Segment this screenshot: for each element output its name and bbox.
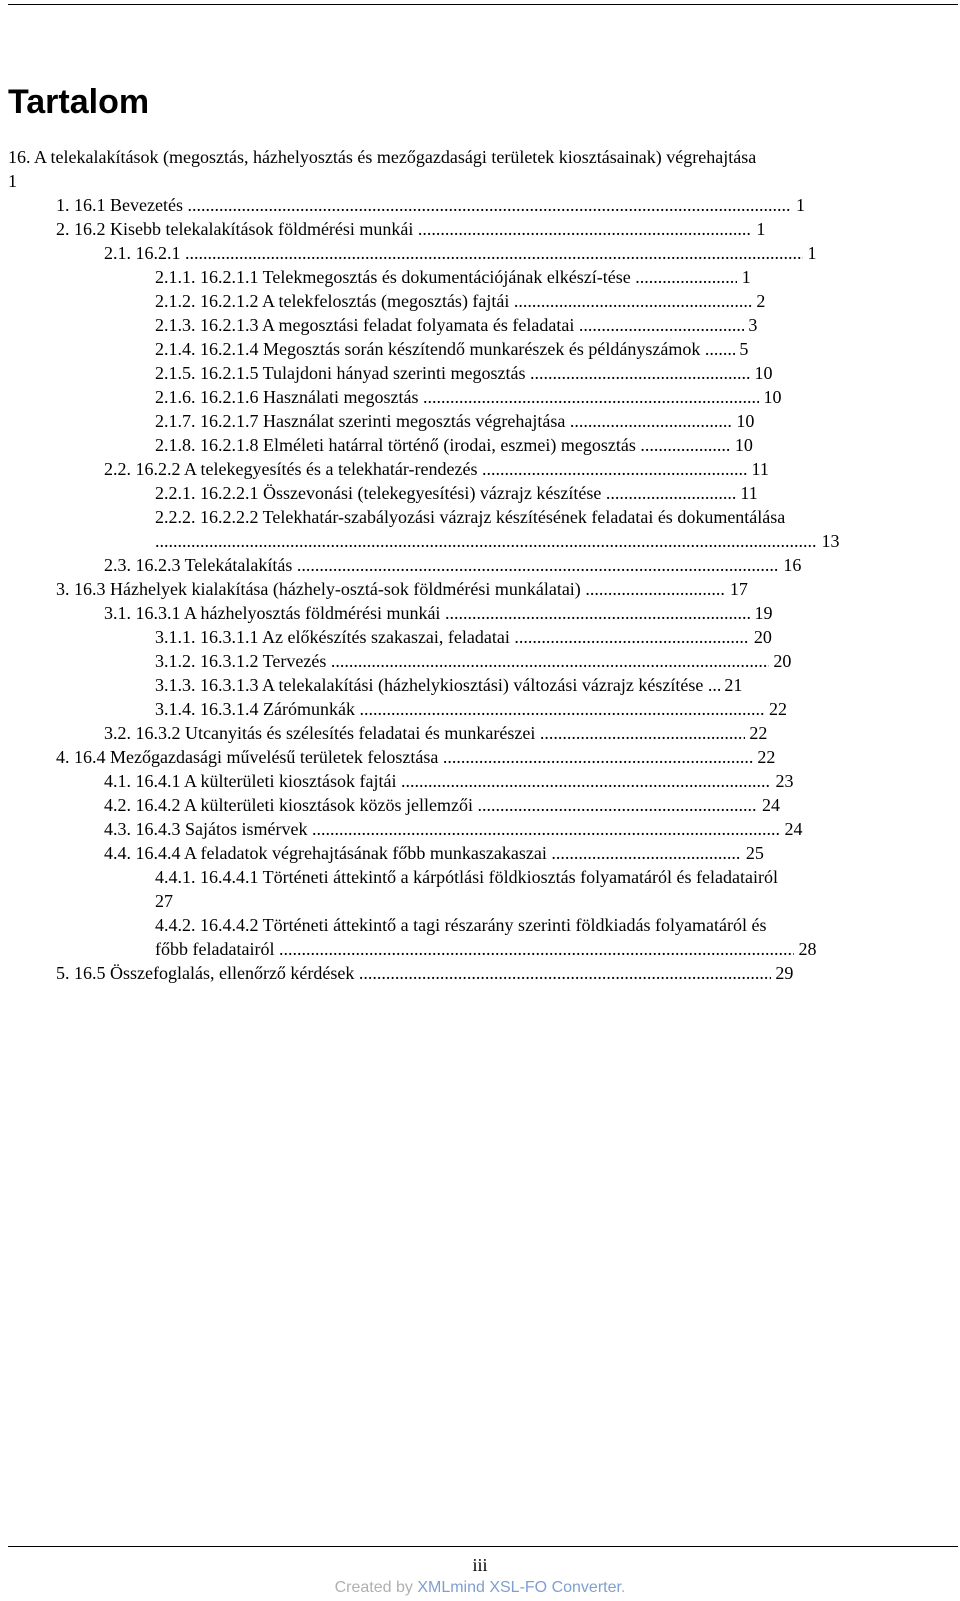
toc-entry-page: 24 [784,819,803,839]
toc-entry-number: 3. [56,579,70,599]
toc-leader [445,601,750,625]
toc-entry-number: 1. [56,195,70,215]
toc-entry-page: 17 [729,579,748,599]
toc-entry-page: 20 [773,651,792,671]
toc-entry-page: 1 [741,267,751,287]
toc-entry-page: 22 [757,747,776,767]
toc-entry-text: 16.4.4 A feladatok végrehajtásának főbb munkaszakaszai [135,843,547,863]
toc-entry-number: 4.3. [104,819,131,839]
toc-entry-text: 16.2.1 [135,243,181,263]
toc-entry-page: 1 [756,219,766,239]
toc-entry-text: 16.3.1.4 Zárómunkák [200,699,355,719]
toc-entry-number: 4.2. [104,795,131,815]
toc-entry-text: 16.4.2 A külterületi kiosztások közös jellemzői [135,795,473,815]
toc-leader [359,961,771,985]
toc-entry-text: 16.2.2 A telekegyesítés és a telekhatár-rendezés [135,459,478,479]
toc-entry-text: 16.2.2.2 Telekhatár-szabályozási vázrajz készítésének feladatai és dokumentálása [200,507,786,527]
toc-entry-page: 1 [807,243,817,263]
toc-leader [482,457,747,481]
toc-entry-number: 3.1.1. [155,627,196,647]
toc-entry-number: 2.1.1. [155,267,196,287]
toc-entry-page: 25 [745,843,764,863]
page-number: iii [472,1555,488,1575]
toc-entry-number: 2.1.4. [155,339,196,359]
toc-entry-number: 2.3. [104,555,131,575]
top-rule [8,4,958,5]
toc-leader [708,673,720,697]
toc-entry-page: 22 [749,723,768,743]
toc-entry-text: 16.4 Mezőgazdasági művelésű területek felosztása [74,747,439,767]
footer-suffix: . [620,1579,626,1596]
toc-entry-text: 16.2.1.3 A megosztási feladat folyamata és feladatai [200,315,575,335]
toc-entry-number: 2.1.6. [155,387,196,407]
toc-leader [606,481,736,505]
toc-leader [514,625,749,649]
toc-entry[interactable] [104,241,817,265]
toc-leader [312,817,780,841]
toc-entry[interactable] [155,505,785,529]
toc-entry[interactable] [155,649,791,673]
toc-entry[interactable] [155,865,778,889]
toc-entry-number: 4.4.1. [155,867,196,887]
toc-leader [185,241,803,265]
toc-leader [418,217,752,241]
page-title: Tartalom [8,83,150,121]
toc-entry-page: 3 [748,315,758,335]
toc-entry[interactable] [56,577,748,601]
toc-entry-page: 19 [754,603,773,623]
toc-entry-number: 2.2. [104,459,131,479]
toc-entry[interactable] [56,217,765,241]
toc-entry-number: 2.2.2. [155,507,196,527]
toc-entry[interactable] [155,361,772,385]
toc-entry-text: 16.3.1.3 A telekalakítási (házhelykiosztási) változási vázrajz készítése [200,675,704,695]
toc-entry-number: 4.1. [104,771,131,791]
toc-entry-text: 16.2.1.8 Elméleti határral történő (irodai, eszmei) megosztás [200,435,636,455]
toc-entry-page: 1 [8,171,17,191]
toc-entry[interactable] [155,313,757,337]
toc-leader [705,337,735,361]
toc-entry-page: 11 [740,483,758,503]
toc-entry[interactable] [104,793,780,817]
toc-entry-number: 3.1.3. [155,675,196,695]
toc-leader [279,937,794,961]
toc-entry-continuation [155,889,173,913]
toc-leader [514,289,752,313]
toc-entry-page: 10 [754,363,773,383]
toc-entry-text: 16.4.4.2 Történeti áttekintő a tagi részarány szerinti földkiadás folyamatáról és [200,915,767,935]
toc-entry-text: 16.2.1.5 Tulajdoni hányad szerinti megosztás [200,363,526,383]
toc-entry-page: 10 [734,435,753,455]
toc-entry-text: 16.1 Bevezetés [74,195,183,215]
toc-leader [551,841,741,865]
toc-entry[interactable] [155,697,787,721]
toc-entry-page: 1 [795,195,805,215]
toc-entry[interactable] [155,433,753,457]
toc-entry[interactable] [104,817,802,841]
toc-entry-text: 16.3.1.1 Az előkészítés szakaszai, feladatai [200,627,510,647]
toc-entry-16[interactable] [8,145,756,169]
toc-entry-text: 16.3 Házhelyek kialakítása (házhely-osztá-sok földmérési munkálatai) [74,579,581,599]
toc-entry-page: 16 [783,555,802,575]
toc-entry-text: 16.3.2 Utcanyitás és szélesítés feladatai és munkarészei [135,723,536,743]
toc-entry-number: 2.1.5. [155,363,196,383]
toc-entry-page: 2 [756,291,766,311]
toc-entry[interactable] [155,625,772,649]
toc-leader [579,313,744,337]
toc-entry[interactable] [155,913,766,937]
toc-entry-number: 2. [56,219,70,239]
toc-entry-number: 4.4.2. [155,915,196,935]
toc-leader [585,577,725,601]
toc-entry[interactable] [155,673,742,697]
toc-entry-text: 16.3.1.2 Tervezés [200,651,327,671]
toc-entry-number: 2.1. [104,243,131,263]
toc-entry[interactable] [104,553,801,577]
toc-entry-page: 20 [753,627,772,647]
toc-entry-continuation [155,937,816,961]
toc-entry-number: 4.4. [104,843,131,863]
toc-entry-text: 16.2.1.1 Telekmegosztás és dokumentációjának elkészí-tése [200,267,631,287]
toc-entry-page: 21 [724,675,743,695]
toc-entry-continuation [155,529,840,553]
toc-entry-page: 23 [775,771,794,791]
toc-entry[interactable] [155,337,748,361]
toc-leader [297,553,779,577]
toc-entry[interactable] [104,841,764,865]
toc-leader [443,745,753,769]
toc-leader [187,193,791,217]
toc-entry-number: 2.1.7. [155,411,196,431]
toc-entry-text: 16.2.1.7 Használat szerinti megosztás végrehajtása [200,411,566,431]
toc-entry[interactable] [104,721,767,745]
toc-entry-text: 16.4.4.1 Történeti áttekintő a kárpótlási földkiosztás folyamatáról és feladatairól [200,867,778,887]
toc-entry-page: 27 [155,891,173,911]
footer-brand-link[interactable]: XMLmind XSL-FO Converter [417,1579,621,1596]
toc-entry-text: 16.2 Kisebb telekalakítások földmérési munkái [74,219,414,239]
toc-entry-page: 10 [736,411,755,431]
toc-leader [477,793,757,817]
toc-leader [359,697,764,721]
toc-entry[interactable] [155,289,765,313]
toc-entry-text: 16.2.3 Telekátalakítás [135,555,293,575]
toc-entry-page: 22 [768,699,787,719]
toc-entry-number: 3.2. [104,723,131,743]
toc-entry[interactable] [155,385,781,409]
toc-entry[interactable] [104,457,769,481]
footer-prefix: Created by [334,1579,418,1596]
toc-entry-number: 3.1.2. [155,651,196,671]
toc-entry-number: 2.1.8. [155,435,196,455]
toc-entry-number: 4. [56,747,70,767]
toc-entry-16-page [8,169,17,193]
toc-leader [331,649,769,673]
toc-entry-page: 24 [761,795,780,815]
toc-entry-number: 2.1.3. [155,315,196,335]
toc-entry-number: 3.1. [104,603,131,623]
toc-entry[interactable] [155,481,758,505]
toc-entry[interactable] [155,409,754,433]
toc-entry-text: 16.2.1.6 Használati megosztás [200,387,419,407]
toc-leader [155,529,817,553]
toc-entry[interactable] [155,265,751,289]
toc-leader [640,433,730,457]
toc-entry-text: 16.3.1 A házhelyosztás földmérési munkái [135,603,441,623]
toc-leader [540,721,745,745]
toc-entry-number: 3.1.4. [155,699,196,719]
toc-entry-text: 16. A telekalakítások (megosztás, házhelyosztás és mezőgazdasági területek kiosztásainak) végrehajtása [8,147,757,167]
toc-entry[interactable] [104,601,772,625]
toc-entry-text: főbb feladatairól [155,939,275,959]
toc-entry-number: 5. [56,963,70,983]
toc-entry-text: 16.2.2.1 Összevonási (telekegyesítési) vázrajz készítése [200,483,602,503]
bottom-rule [8,1546,958,1547]
toc-entry-text: 16.4.3 Sajátos ismérvek [135,819,308,839]
toc-leader [570,409,732,433]
toc-leader [530,361,750,385]
toc-entry-text: 16.5 Összefoglalás, ellenőrző kérdések [74,963,355,983]
toc-entry-page: 29 [775,963,794,983]
toc-entry[interactable] [104,769,793,793]
toc-entry-number: 2.1.2. [155,291,196,311]
toc-leader [423,385,759,409]
toc-entry[interactable] [56,193,805,217]
toc-entry-number: 2.2.1. [155,483,196,503]
toc-entry-text: 16.2.1.4 Megosztás során készítendő munkarészek és példányszámok [200,339,701,359]
toc-entry-page: 13 [821,531,840,551]
toc-entry-page: 28 [798,939,817,959]
toc-leader [635,265,737,289]
toc-entry-page: 11 [751,459,769,479]
toc-entry[interactable] [56,961,793,985]
toc-entry-page: 5 [739,339,749,359]
toc-leader [401,769,771,793]
toc-entry[interactable] [56,745,775,769]
footer [0,1577,960,1599]
toc-entry-text: 16.2.1.2 A telekfelosztás (megosztás) fajtái [200,291,510,311]
toc-entry-page: 10 [763,387,782,407]
toc-entry-text: 16.4.1 A külterületi kiosztások fajtái [135,771,397,791]
